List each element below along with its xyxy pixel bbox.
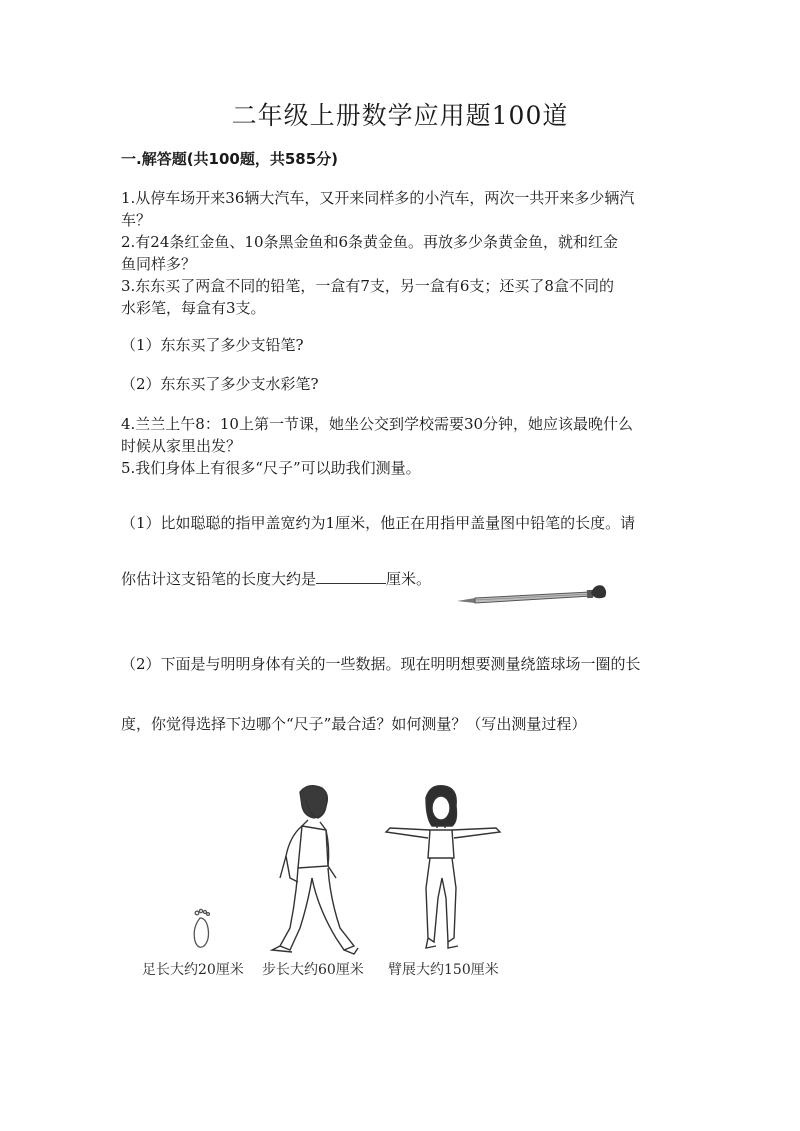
- footprint-icon: [194, 909, 209, 947]
- question-5-sub-2-line-1: （2）下面是与明明身体有关的一些数据。现在明明想要测量绕篮球场一圈的长: [121, 655, 641, 673]
- question-2-line-2: 鱼同样多？: [121, 255, 197, 273]
- question-4-line-1: 4.兰兰上午8：10上第一节课，她坐公交到学校需要30分钟，她应该最晚什么: [121, 415, 634, 433]
- question-5-sub-1-line-1: （1）比如聪聪的指甲盖宽约为1厘米，他正在用指甲盖量图中铅笔的长度。请: [121, 514, 636, 532]
- question-4-line-2: 时候从家里出发？: [121, 437, 242, 455]
- pencil-illustration: [455, 583, 615, 613]
- section-heading: 一.解答题(共100题，共585分): [121, 150, 339, 168]
- pencil-unit-text: 厘米。: [386, 570, 432, 588]
- question-1-line-2: 车？: [121, 211, 152, 229]
- body-ruler-figure: [140, 778, 520, 983]
- page-title: 二年级上册数学应用题100道: [231, 101, 569, 130]
- arms-out-girl-illustration: [386, 786, 500, 948]
- answer-blank: [316, 569, 386, 584]
- question-5-line-1: 5.我们身体上有很多“尺子”可以助我们测量。: [121, 459, 421, 477]
- pencil-prompt-text: 你估计这支铅笔的长度大约是: [121, 570, 317, 588]
- caption-step-length: 步长大约60厘米: [262, 962, 364, 978]
- caption-foot-length: 足长大约20厘米: [142, 962, 244, 978]
- pencil-body: [475, 592, 591, 603]
- caption-arm-span: 臂展大约150厘米: [388, 962, 499, 978]
- question-3-line-2: 水彩笔，每盒有3支。: [121, 299, 266, 317]
- question-3-sub-2: （2）东东买了多少支水彩笔?: [121, 375, 319, 393]
- pencil-eraser: [591, 585, 606, 598]
- question-3-line-1: 3.东东买了两盒不同的铅笔，一盒有7支，另一盒有6支；还买了8盒不同的: [121, 277, 614, 295]
- walking-boy-illustration: [272, 786, 358, 954]
- question-1-line-1: 1.从停车场开来36辆大汽车，又开来同样多的小汽车，两次一共开来多少辆汽: [121, 189, 635, 207]
- pencil-tip: [457, 598, 475, 603]
- question-3-sub-1: （1）东东买了多少支铅笔?: [121, 336, 304, 354]
- question-5-sub-2-line-2: 度，你觉得选择下边哪个“尺子”最合适？如何测量？（写出测量过程）: [121, 715, 587, 733]
- question-2-line-1: 2.有24条红金鱼、10条黑金鱼和6条黄金鱼。再放多少条黄金鱼，就和红金: [121, 233, 619, 251]
